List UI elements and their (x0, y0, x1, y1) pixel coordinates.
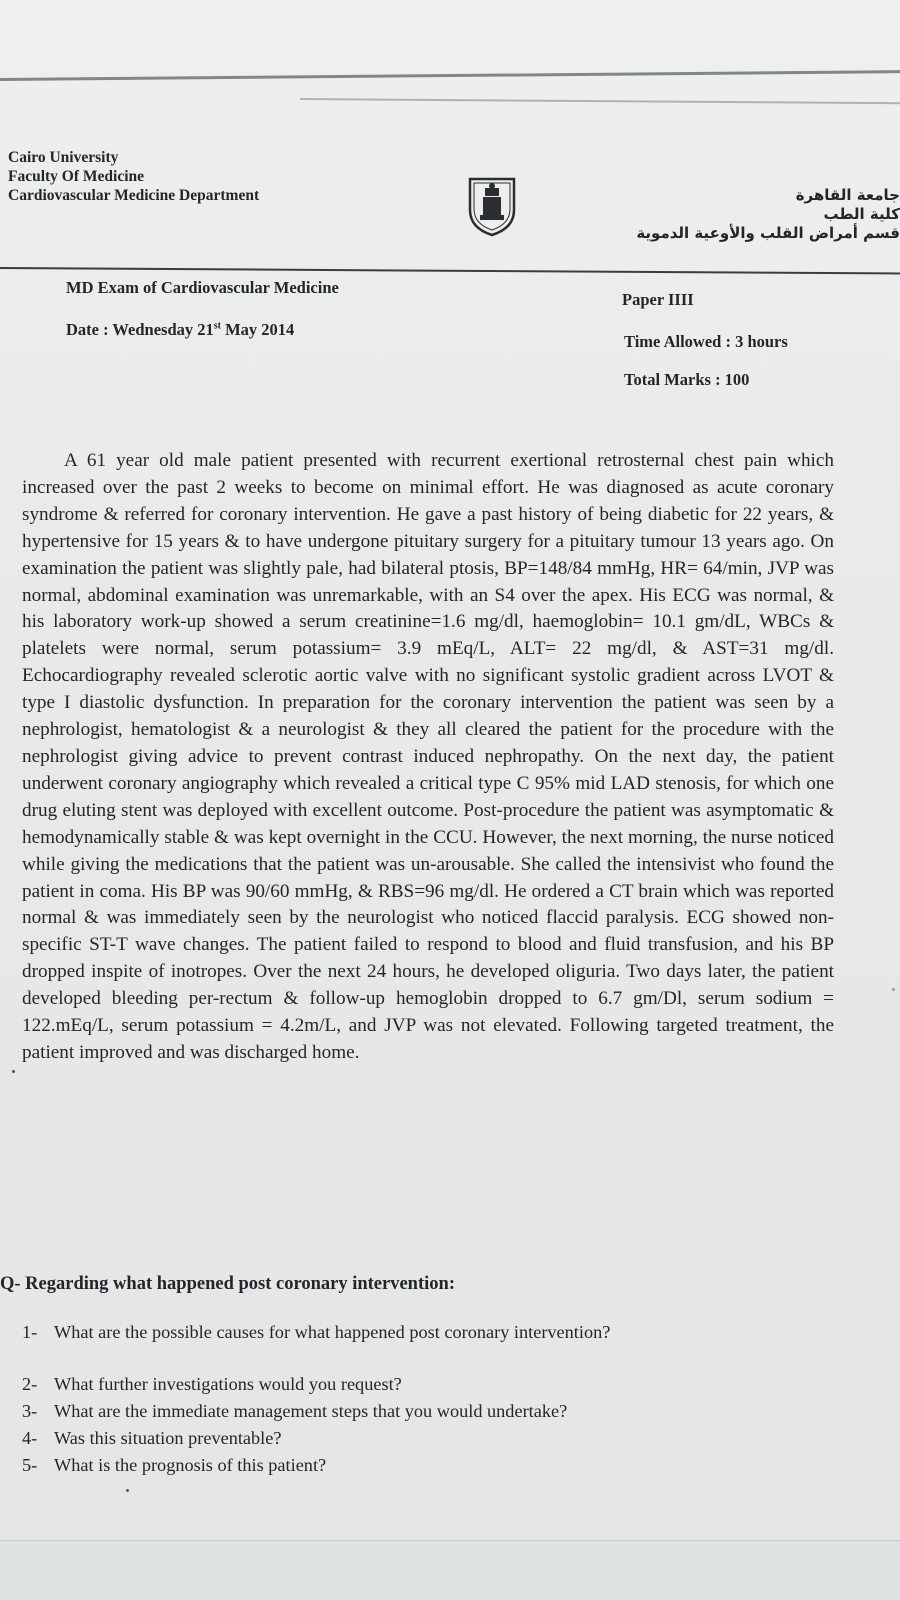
exam-date-ordinal: st (213, 320, 221, 332)
question-number: 5- (22, 1455, 38, 1475)
question-item (22, 1455, 326, 1476)
paper-fold-line (0, 70, 900, 81)
university-seal-icon (466, 176, 518, 238)
question-text: Was this situation preventable? (54, 1428, 282, 1448)
arabic-department: قسم أمراض القلب والأوعية الدموية (636, 224, 900, 242)
question-text: What are the immediate management steps that you would undertake? (54, 1401, 568, 1421)
question-item (22, 1401, 567, 1422)
question-item (22, 1322, 610, 1343)
question-number: 2- (22, 1374, 38, 1394)
question-text: What further investigations would you request? (54, 1374, 402, 1394)
paper-number: Paper IIII (622, 290, 694, 309)
paper-speck (126, 1489, 129, 1492)
question-number: 1- (22, 1322, 38, 1342)
question-heading: Q- Regarding what happened post coronary intervention: (0, 1274, 455, 1294)
arabic-faculty: كلية الطب (823, 205, 900, 223)
arabic-header (636, 186, 900, 243)
exam-date-suffix: May 2014 (220, 320, 295, 339)
department-name: Cardiovascular Medicine Department (8, 187, 260, 204)
exam-date (66, 320, 294, 340)
header-divider (0, 267, 900, 274)
university-header (8, 148, 259, 205)
case-description: A 61 year old male patient presented with recurrent exertional retrosternal chest pain which increased over the past 2 weeks to become on minimal effort. He was diagnosed as acute coronary syndrome & referred for coronary intervention. He gave a past history of being diabetic for 22 years, & hypertensive for 15 years & to have undergone pituitary surgery for a pituitary tumour 13 years ago. On examination the patient was slightly pale, had bilateral ptosis, BP=148/84 mmHg, HR= 64/min, JVP was normal, abdominal examination was unremarkable, with an S4 over the apex. His ECG was normal, & his laboratory work-up showed a serum creatinine=1.6 mg/dl, haemoglobin= 10.1 gm/dL, WBCs & platelets were normal, serum potassium= 3.9 mEq/L, ALT= 22 mg/dl, & AST=31 mg/dl. Echocardiography revealed sclerotic aortic valve with no significant systolic gradient across LVOT & type I diastolic dysfunction. In preparation for the coronary intervention the patient was seen by a nephrologist, hematologist & a neurologist & they all cleared the patient for the procedure with the nephrologist giving advice to prevent contrast induced nephropathy. On the next day, the patient underwent coronary angiography which revealed a critical type C 95% mid LAD stenosis, for which one drug eluting stent was deployed with excellent outcome. Post-procedure the patient was asymptomatic & hemodynamically stable & was kept overnight in the CCU. However, the next morning, the nurse noticed while giving the medications that the patient was un-arousable. She called the intensivist who found the patient in coma. His BP was 90/60 mmHg, & RBS=96 mg/dl. He ordered a CT brain which was reported normal & was immediately seen by the neurologist who noticed flaccid paralysis. ECG showed non-specific ST-T wave changes. The patient failed to respond to blood and fluid transfusion, and his BP dropped inspite of inotropes. Over the next 24 hours, he developed oliguria. Two days later, the patient developed bleeding per-rectum & follow-up hemoglobin dropped to 6.7 gm/Dl, serum sodium = 122.mEq/L, serum potassium = 4.2m/L, and JVP was not elevated. Following targeted treatment, the patient improved and was discharged home. (22, 450, 834, 1063)
total-marks: Total Marks : 100 (624, 370, 750, 389)
page-bottom-edge (0, 1540, 900, 1600)
question-number: 4- (22, 1428, 38, 1448)
exam-date-prefix: Date : Wednesday 21 (66, 320, 214, 339)
question-text: What are the possible causes for what happened post coronary intervention? (54, 1322, 611, 1342)
exam-title: MD Exam of Cardiovascular Medicine (66, 278, 339, 297)
question-item (22, 1374, 402, 1395)
paper-speck (892, 988, 895, 991)
university-name: Cairo University (8, 149, 119, 166)
question-number: 3- (22, 1401, 38, 1421)
paper-fold-line (300, 98, 900, 104)
paper-speck (12, 1070, 15, 1073)
faculty-name: Faculty Of Medicine (8, 168, 145, 185)
question-item (22, 1428, 282, 1449)
arabic-university: جامعة القاهرة (795, 186, 900, 204)
question-text: What is the prognosis of this patient? (54, 1455, 327, 1475)
time-allowed: Time Allowed : 3 hours (624, 332, 788, 351)
